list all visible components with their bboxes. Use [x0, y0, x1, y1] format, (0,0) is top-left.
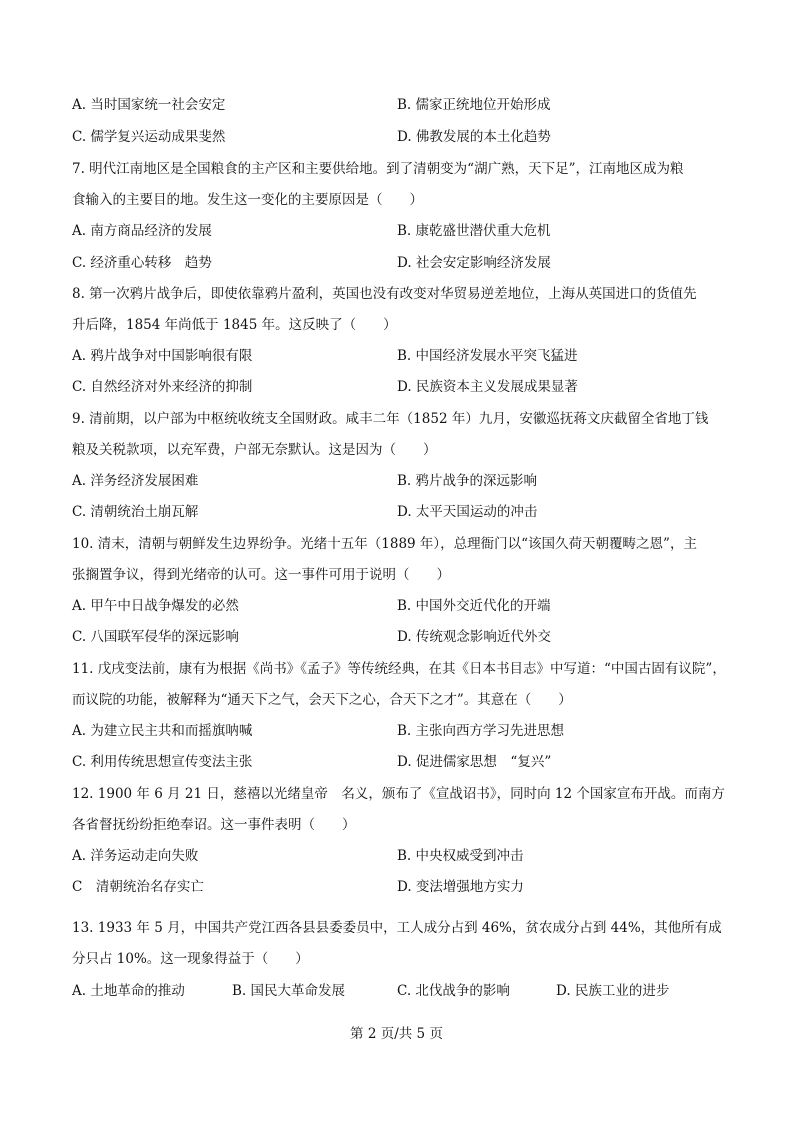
q11-option-d: D. 促进儒家思想 “复兴” — [397, 754, 552, 770]
q6-option-d: D. 佛教发展的本土化趋势 — [397, 129, 551, 145]
q6-option-a: A. 当时国家统一社会安定 — [72, 97, 226, 113]
q7-option-a: A. 南方商品经济的发展 — [72, 223, 212, 239]
q7-stem-line1: 7. 明代江南地区是全国粮食的主产区和主要供给地。到了清朝变为“湖广熟，天下足”，江南地区成为粮 — [72, 161, 684, 177]
q11-option-c: C. 利用传统思想宣传变法主张 — [72, 754, 253, 770]
q10-option-d: D. 传统观念影响近代外交 — [397, 629, 551, 645]
q8-option-b: B. 中国经济发展水平突飞猛进 — [397, 348, 578, 364]
q12-stem-line1: 12. 1900 年 6 月 21 日，慈禧以光绪皇帝 名义，颁布了《宣战诏书》，同时向 12 个国家宣布开战。而南方 — [72, 786, 725, 802]
q10-option-b: B. 中国外交近代化的开端 — [397, 598, 551, 614]
q10-option-a: A. 甲午中日战争爆发的必然 — [72, 598, 239, 614]
q13-option-a: A. 土地革命的推动 — [72, 983, 185, 999]
q12-option-a: A. 洋务运动走向失败 — [72, 848, 199, 864]
q9-stem-line1: 9. 清前期，以户部为中枢统收统支全国财政。咸丰二年（1852 年）九月，安徽巡抚蒋文庆截留全省地丁钱 — [72, 411, 709, 427]
page-number-footer: 第 2 页/共 5 页 — [350, 1026, 443, 1042]
q10-stem-line1: 10. 清末，清朝与朝鲜发生边界纷争。光绪十五年（1889 年），总理衙门以“该国久荷天朝覆畴之恩”，主 — [72, 536, 697, 552]
q13-stem-line2: 分只占 10%。这一现象得益于（ ） — [72, 951, 309, 967]
q8-stem-line2: 升后降，1854 年尚低于 1845 年。这反映了（ ） — [72, 317, 397, 333]
q6-option-c: C. 儒学复兴运动成果斐然 — [72, 129, 226, 145]
q12-option-b: B. 中央权威受到冲击 — [397, 848, 524, 864]
q6-option-b: B. 儒家正统地位开始形成 — [397, 97, 551, 113]
q9-stem-line2: 粮及关税款项，以充军费，户部无奈默认。这是因为（ ） — [72, 442, 437, 458]
q11-stem-line1: 11. 戊戌变法前，康有为根据《尚书》《孟子》等传统经典，在其《日本书目志》中写道：“中国古固有议院”， — [72, 661, 726, 677]
q12-option-d: D. 变法增强地方实力 — [397, 879, 524, 895]
q9-option-a: A. 洋务经济发展困难 — [72, 473, 199, 489]
q11-option-b: B. 主张向西方学习先进思想 — [397, 723, 565, 739]
q8-option-c: C. 自然经济对外来经济的抑制 — [72, 379, 253, 395]
q8-stem-line1: 8. 第一次鸦片战争后，即使依靠鸦片盈利，英国也没有改变对华贸易逆差地位，上海从英国进口的货值先 — [72, 286, 697, 302]
q11-stem-line2: 而议院的功能，被解释为“通天下之气，会天下之心，合天下之才”。其意在（ ） — [72, 692, 572, 708]
q9-option-b: B. 鸦片战争的深远影响 — [397, 473, 538, 489]
q7-option-b: B. 康乾盛世潜伏重大危机 — [397, 223, 551, 239]
q9-option-d: D. 太平天国运动的冲击 — [397, 504, 538, 520]
q9-option-c: C. 清朝统治土崩瓦解 — [72, 504, 199, 520]
q7-stem-line2: 食输入的主要目的地。发生这一变化的主要原因是（ ） — [72, 192, 423, 208]
q8-option-a: A. 鸦片战争对中国影响很有限 — [72, 348, 253, 364]
q13-option-d: D. 民族工业的进步 — [556, 983, 670, 999]
q12-stem-line2: 各省督抚纷纷拒绝奉诏。这一事件表明（ ） — [72, 817, 356, 833]
q13-option-b: B. 国民大革命发展 — [232, 983, 346, 999]
q13-option-c: C. 北伐战争的影响 — [397, 983, 510, 999]
q8-option-d: D. 民族资本主义发展成果显著 — [397, 379, 578, 395]
q13-stem-line1: 13. 1933 年 5 月，中国共产党江西各县县委委员中，工人成分占到 46%，贫农成分占到 44%，其他所有成 — [72, 920, 722, 936]
q12-option-c: C 清朝统治名存实亡 — [72, 879, 204, 895]
q10-option-c: C. 八国联军侵华的深远影响 — [72, 629, 239, 645]
q10-stem-line2: 张搁置争议，得到光绪帝的认可。这一事件可用于说明（ ） — [72, 567, 450, 583]
q7-option-d: D. 社会安定影响经济发展 — [397, 255, 551, 271]
q11-option-a: A. 为建立民主共和而摇旗呐喊 — [72, 723, 253, 739]
q7-option-c: C. 经济重心转移 趋势 — [72, 255, 212, 271]
